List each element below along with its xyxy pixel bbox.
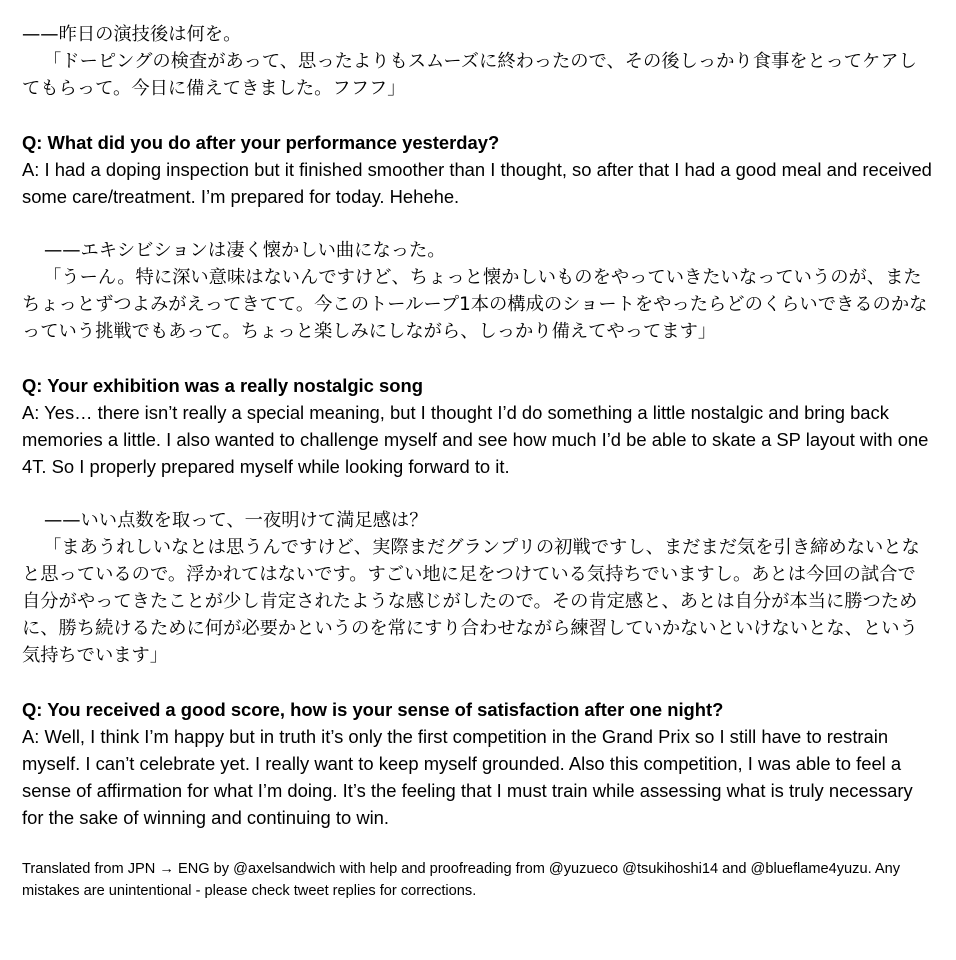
jp-answer-2: 「うーん。特に深い意味はないんですけど、ちょっと懐かしいものをやっていきたいなっていうのが、またちょっとずつよみがえってきてて。今このトーループ1本の構成のショートをやったらどのくらいできるのかなっていう挑戦でもあって。ちょっと楽しみにしながら、しっかり備えてやってます」 <box>22 267 928 342</box>
en-answer-1: A: I had a doping inspection but it finished smoother than I thought, so after that I had a good meal and received some care/treatment. I’m prepared for today. Hehehe. <box>22 159 932 207</box>
paragraph-gap <box>22 669 934 696</box>
jp-answer-3: 「まあうれしいなとは思うんですけど、実際まだグランプリの初戦ですし、まだまだ気を引き締めないとなと思っているので。浮かれてはないです。すごい地に足をつけている気持ちでいますし。あとは今回の試合で自分がやってきたことが少し肯定されたような感じがしたので。その肯定感と、あとは自分が本当に勝つために、勝ち続けるために何が必要かというのを常にすり合わせながら練習していかないといけないとな、という気持ちでいます」 <box>22 537 920 666</box>
en-question-1: Q: What did you do after your performance yesterday? <box>22 132 500 153</box>
en-question-3: Q: You received a good score, how is your sense of satisfaction after one night? <box>22 699 724 720</box>
jp-question-2: ——エキシビションは凄く懐かしい曲になった。 <box>43 240 446 261</box>
paragraph-gap <box>22 480 934 507</box>
paragraph-gap <box>22 102 934 129</box>
jp-question-1: ——昨日の演技後は何を。 <box>22 24 242 45</box>
translation-credit: Translated from JPN → ENG by @axelsandwich with help and proofreading from @yuzueco @tsukihoshi14 and @blueflame4yuzu. Any mistakes are unintentional - please check tweet replies for corrections. <box>22 861 901 899</box>
jp-answer-1: 「ドーピングの検査があって、思ったよりもスムーズに終わったので、その後しっかり食事をとってケアしてもらって。今日に備えてきました。フフフ」 <box>22 51 917 99</box>
translation-document <box>22 21 934 902</box>
paragraph-gap <box>22 831 934 858</box>
paragraph-gap <box>22 210 934 237</box>
paragraph-gap <box>22 345 934 372</box>
en-answer-2: A: Yes… there isn’t really a special meaning, but I thought I’d do something a little nostalgic and bring back memories a little. I also wanted to challenge myself and see how much I’d be able to skate a SP layout with one 4T. So I properly prepared myself while looking forward to it. <box>22 402 929 477</box>
en-question-2: Q: Your exhibition was a really nostalgic song <box>22 375 423 396</box>
jp-question-3: ——いい点数を取って、一夜明けて満足感は？ <box>43 510 428 531</box>
en-answer-3: A: Well, I think I’m happy but in truth it’s only the first competition in the Grand Prix so I still have to restrain myself. I can’t celebrate yet. I really want to keep myself grounded. Also this competition, I was able to feel a sense of affirmation for what I’m doing. It’s the feeling that I must train while assessing what is truly necessary for the sake of winning and continuing to win. <box>22 726 913 828</box>
